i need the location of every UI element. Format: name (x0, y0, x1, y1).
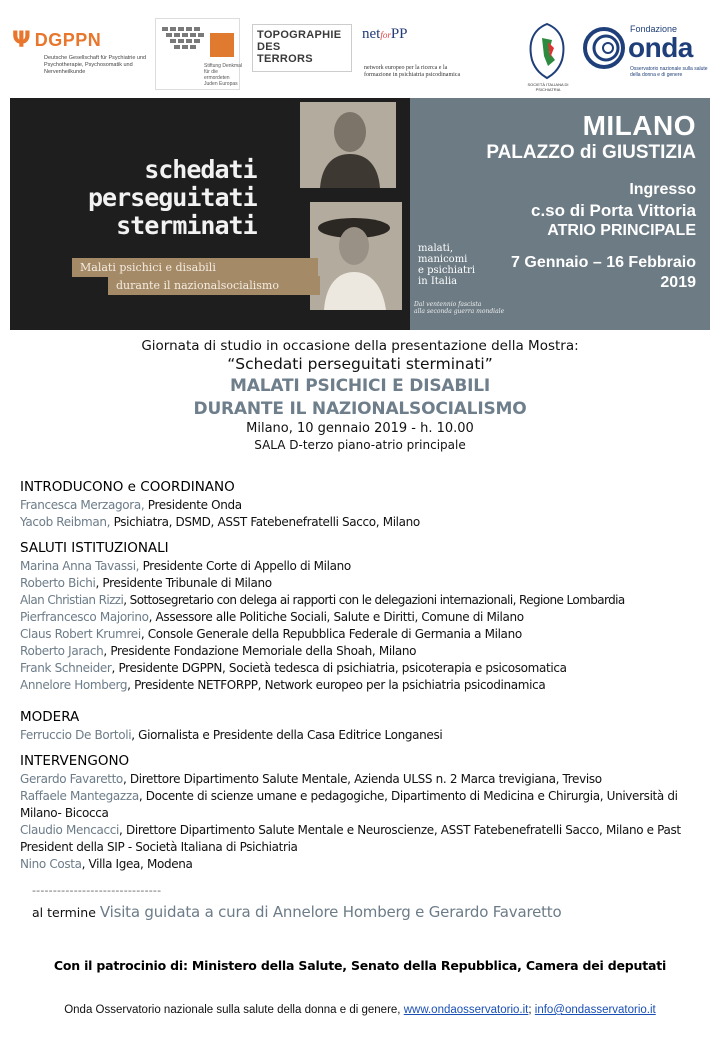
venue-city: MILANO (582, 110, 696, 141)
subtitle-strip-2: durante il nazionalsocialismo (108, 276, 320, 295)
speaker-row (20, 497, 715, 514)
guided-tour-line (32, 902, 561, 921)
section-modera (20, 708, 715, 744)
speaker-role: , Console Generale della Repubblica Federale di Germania a Milano (140, 627, 522, 641)
venue-street: c.so di Porta Vittoria (530, 201, 696, 220)
side-line-2: manicomi (418, 254, 468, 265)
dgppn-name: DGPPN (34, 30, 102, 50)
speaker-role: , Sottosegretario con delega ai rapporti con le delegazioni internazionali, Regione Lombardia (123, 593, 625, 607)
section-heading: MODERA (20, 709, 80, 725)
speaker-row (20, 856, 715, 873)
speaker-row (20, 514, 715, 531)
title-line-2: perseguitati (88, 183, 257, 212)
section-intervengono (20, 752, 715, 873)
tour-text: Visita guidata a cura di Annelore Homberg e Gerardo Favaretto (99, 903, 562, 921)
speaker-name: Francesca Merzagora, (20, 498, 145, 512)
speaker-role: , Direttore Dipartimento Salute Mentale e Neuroscienze, ASST Fatebenefratelli Sacco, Milano e Past President della SIP - Società Italiana di Psichiatria (20, 823, 681, 854)
dgppn-subtitle: Deutsche Gesellschaft für Psychiatrie und Psychotherapie, Psychosomatik und Nervenheilkunde (44, 55, 147, 75)
speaker-row (20, 626, 715, 643)
patronage-line: Con il patrocinio di: Ministero della Salute, Senato della Repubblica, Camera dei deputati (53, 958, 667, 973)
footer (0, 1004, 720, 1016)
speaker-row (20, 660, 715, 677)
exhibition-year: 2019 (660, 274, 696, 291)
venue-name: PALAZZO di GIUSTIZIA (486, 142, 696, 163)
speaker-role: , Presidente Fondazione Memoriale della Shoah, Milano (103, 644, 417, 658)
venue-info (486, 110, 696, 293)
side-line-1: malati, (418, 243, 453, 254)
speaker-name: Pierfrancesco Majorino (20, 610, 149, 624)
onda-wave-icon (582, 26, 626, 70)
speaker-role: , Giornalista e Presidente della Casa Editrice Longanesi (131, 728, 443, 742)
speaker-role: , Presidente NETFORPP, Network europeo per la psichiatria psicodinamica (127, 678, 546, 692)
speaker-role: , Assessore alle Politiche Sociali, Salute e Diritti, Comune di Milano (148, 610, 524, 624)
side-line-3: e psichiatri (418, 265, 476, 276)
divider-dashes: ------------------------------- (32, 884, 162, 897)
section-introducono (20, 478, 715, 531)
section-saluti (20, 539, 715, 694)
speaker-row (20, 822, 715, 856)
netforpp-subtitle: network europeo per la ricerca e la formazione in psichiatria psicodinamica (364, 65, 461, 78)
speaker-role: Presidente Corte di Appello di Milano (139, 559, 351, 573)
topo-line-3: TERRORS (257, 53, 313, 65)
speaker-name: Claudio Mencacci (20, 823, 120, 837)
netforpp-for: for (380, 30, 391, 40)
title-line-1: schedati (144, 155, 257, 184)
speaker-name: Annelore Homberg (20, 678, 128, 692)
speaker-name: Claus Robert Krumrei (20, 627, 141, 641)
tour-prefix: al termine (32, 905, 96, 920)
speaker-name: Raffaele Mantegazza (20, 789, 139, 803)
sip-logo (522, 20, 572, 90)
exhibition-dates: 7 Gennaio – 16 Febbraio (511, 254, 696, 271)
portrait-silhouette-icon (310, 202, 402, 310)
speaker-name: Gerardo Favaretto (20, 772, 123, 786)
onda-prefix: Fondazione (630, 24, 678, 34)
speaker-name: Frank Schneider (20, 661, 112, 675)
portrait-silhouette-icon (300, 102, 396, 188)
onda-logo (582, 24, 714, 84)
speaker-name: Ferruccio De Bortoli (20, 728, 132, 742)
netforpp-wordmark (362, 26, 408, 43)
banner-artwork (10, 98, 410, 330)
sip-subtitle: SOCIETÀ ITALIANA DI PSICHIATRIA (527, 82, 569, 92)
speaker-role: , Presidente Tribunale di Milano (95, 576, 272, 590)
program (20, 478, 715, 873)
speaker-row (20, 727, 715, 744)
event-intro (0, 338, 720, 453)
banner-info-panel (410, 98, 710, 330)
speaker-name: Roberto Jarach (20, 644, 104, 658)
intro-line-1: Giornata di studio in occasione della presentazione della Mostra: (141, 338, 579, 354)
topo-line-2: DES (257, 41, 281, 53)
section-heading: INTRODUCONO e COORDINANO (20, 479, 235, 495)
speaker-name: Yacob Reibman, (20, 515, 111, 529)
sip-seal-icon (522, 20, 572, 80)
intro-heading-1: MALATI PSICHICI E DISABILI (230, 376, 490, 396)
intro-room: SALA D-terzo piano-atrio principale (254, 438, 466, 452)
dgppn-logo (12, 28, 152, 76)
section-heading: SALUTI ISTITUZIONALI (20, 540, 169, 556)
footer-text: Onda Osservatorio nazionale sulla salute della donna e di genere, (64, 1004, 401, 1016)
website-link[interactable]: www.ondaosservatorio.it (403, 1004, 529, 1016)
email-link[interactable]: info@ondasservatorio.it (534, 1004, 656, 1016)
onda-name: onda (628, 32, 693, 63)
speaker-row (20, 643, 715, 660)
speaker-row (20, 592, 715, 609)
logo-strip (0, 0, 720, 98)
speaker-row (20, 788, 715, 822)
speaker-name: Nino Costa (20, 857, 82, 871)
speaker-row (20, 575, 715, 592)
speaker-row (20, 609, 715, 626)
footer-separator: ; (528, 1004, 532, 1016)
speaker-role: , Direttore Dipartimento Salute Mentale, Azienda ULSS n. 2 Marca trevigiana, Treviso (122, 772, 602, 786)
speaker-name: Marina Anna Tavassi, (20, 559, 140, 573)
exhibition-title (88, 156, 257, 240)
portrait-photo-woman (310, 202, 402, 310)
speaker-row (20, 558, 715, 575)
speaker-role: , Docente di scienze umane e pedagogiche, Dipartimento di Medicina e Chirurgia, Università di Milano- Bicocca (20, 789, 678, 820)
subtitle-strip-1: Malati psichici e disabili (72, 258, 318, 277)
netforpp-net: net (362, 26, 381, 42)
speaker-name: Roberto Bichi (20, 576, 96, 590)
intro-heading-2: DURANTE IL NAZIONALSOCIALISMO (193, 399, 527, 419)
speaker-role: , Presidente DGPPN, Società tedesca di psichiatria, psicoterapia e psicosomatica (111, 661, 567, 675)
venue-atrium: ATRIO PRINCIPALE (547, 222, 696, 239)
speaker-name: Alan Christian Rizzi (20, 593, 124, 607)
stiftung-logo (155, 18, 243, 90)
topographie-logo (252, 24, 352, 72)
netforpp-logo (362, 26, 512, 79)
side-note (414, 301, 504, 315)
side-note-line-1: Dal ventennio fascista (414, 301, 482, 308)
exhibition-banner (10, 98, 710, 330)
section-heading: INTERVENGONO (20, 753, 130, 769)
speaker-row (20, 771, 715, 788)
speaker-role: Presidente Onda (144, 498, 242, 512)
venue-entrance-label: Ingresso (629, 181, 696, 198)
speaker-role: , Villa Igea, Modena (81, 857, 193, 871)
side-line-4: in Italia (418, 276, 458, 287)
stiftung-subtitle: Stiftung Denkmal für die ermordeten Juden Europas (204, 63, 243, 87)
memorial-grid-icon (160, 23, 236, 59)
title-line-3: sterminati (116, 211, 257, 240)
portrait-photo-young-man (300, 102, 396, 188)
intro-date-time: Milano, 10 gennaio 2019 - h. 10.00 (246, 421, 474, 436)
speaker-row (20, 677, 715, 694)
onda-subtitle: Osservatorio nazionale sulla salute della donna e di genere (630, 66, 708, 78)
speaker-role: Psichiatra, DSMD, ASST Fatebenefratelli Sacco, Milano (110, 515, 420, 529)
psi-icon: Ψ (12, 28, 31, 53)
intro-exhibition-title: “Schedati perseguitati sterminati” (227, 355, 493, 373)
netforpp-pp: PP (390, 26, 408, 42)
topo-line-1: TOPOGRAPHIE (257, 29, 342, 41)
side-subtitle (418, 243, 475, 287)
side-note-line-2: alla seconda guerra mondiale (414, 308, 505, 315)
